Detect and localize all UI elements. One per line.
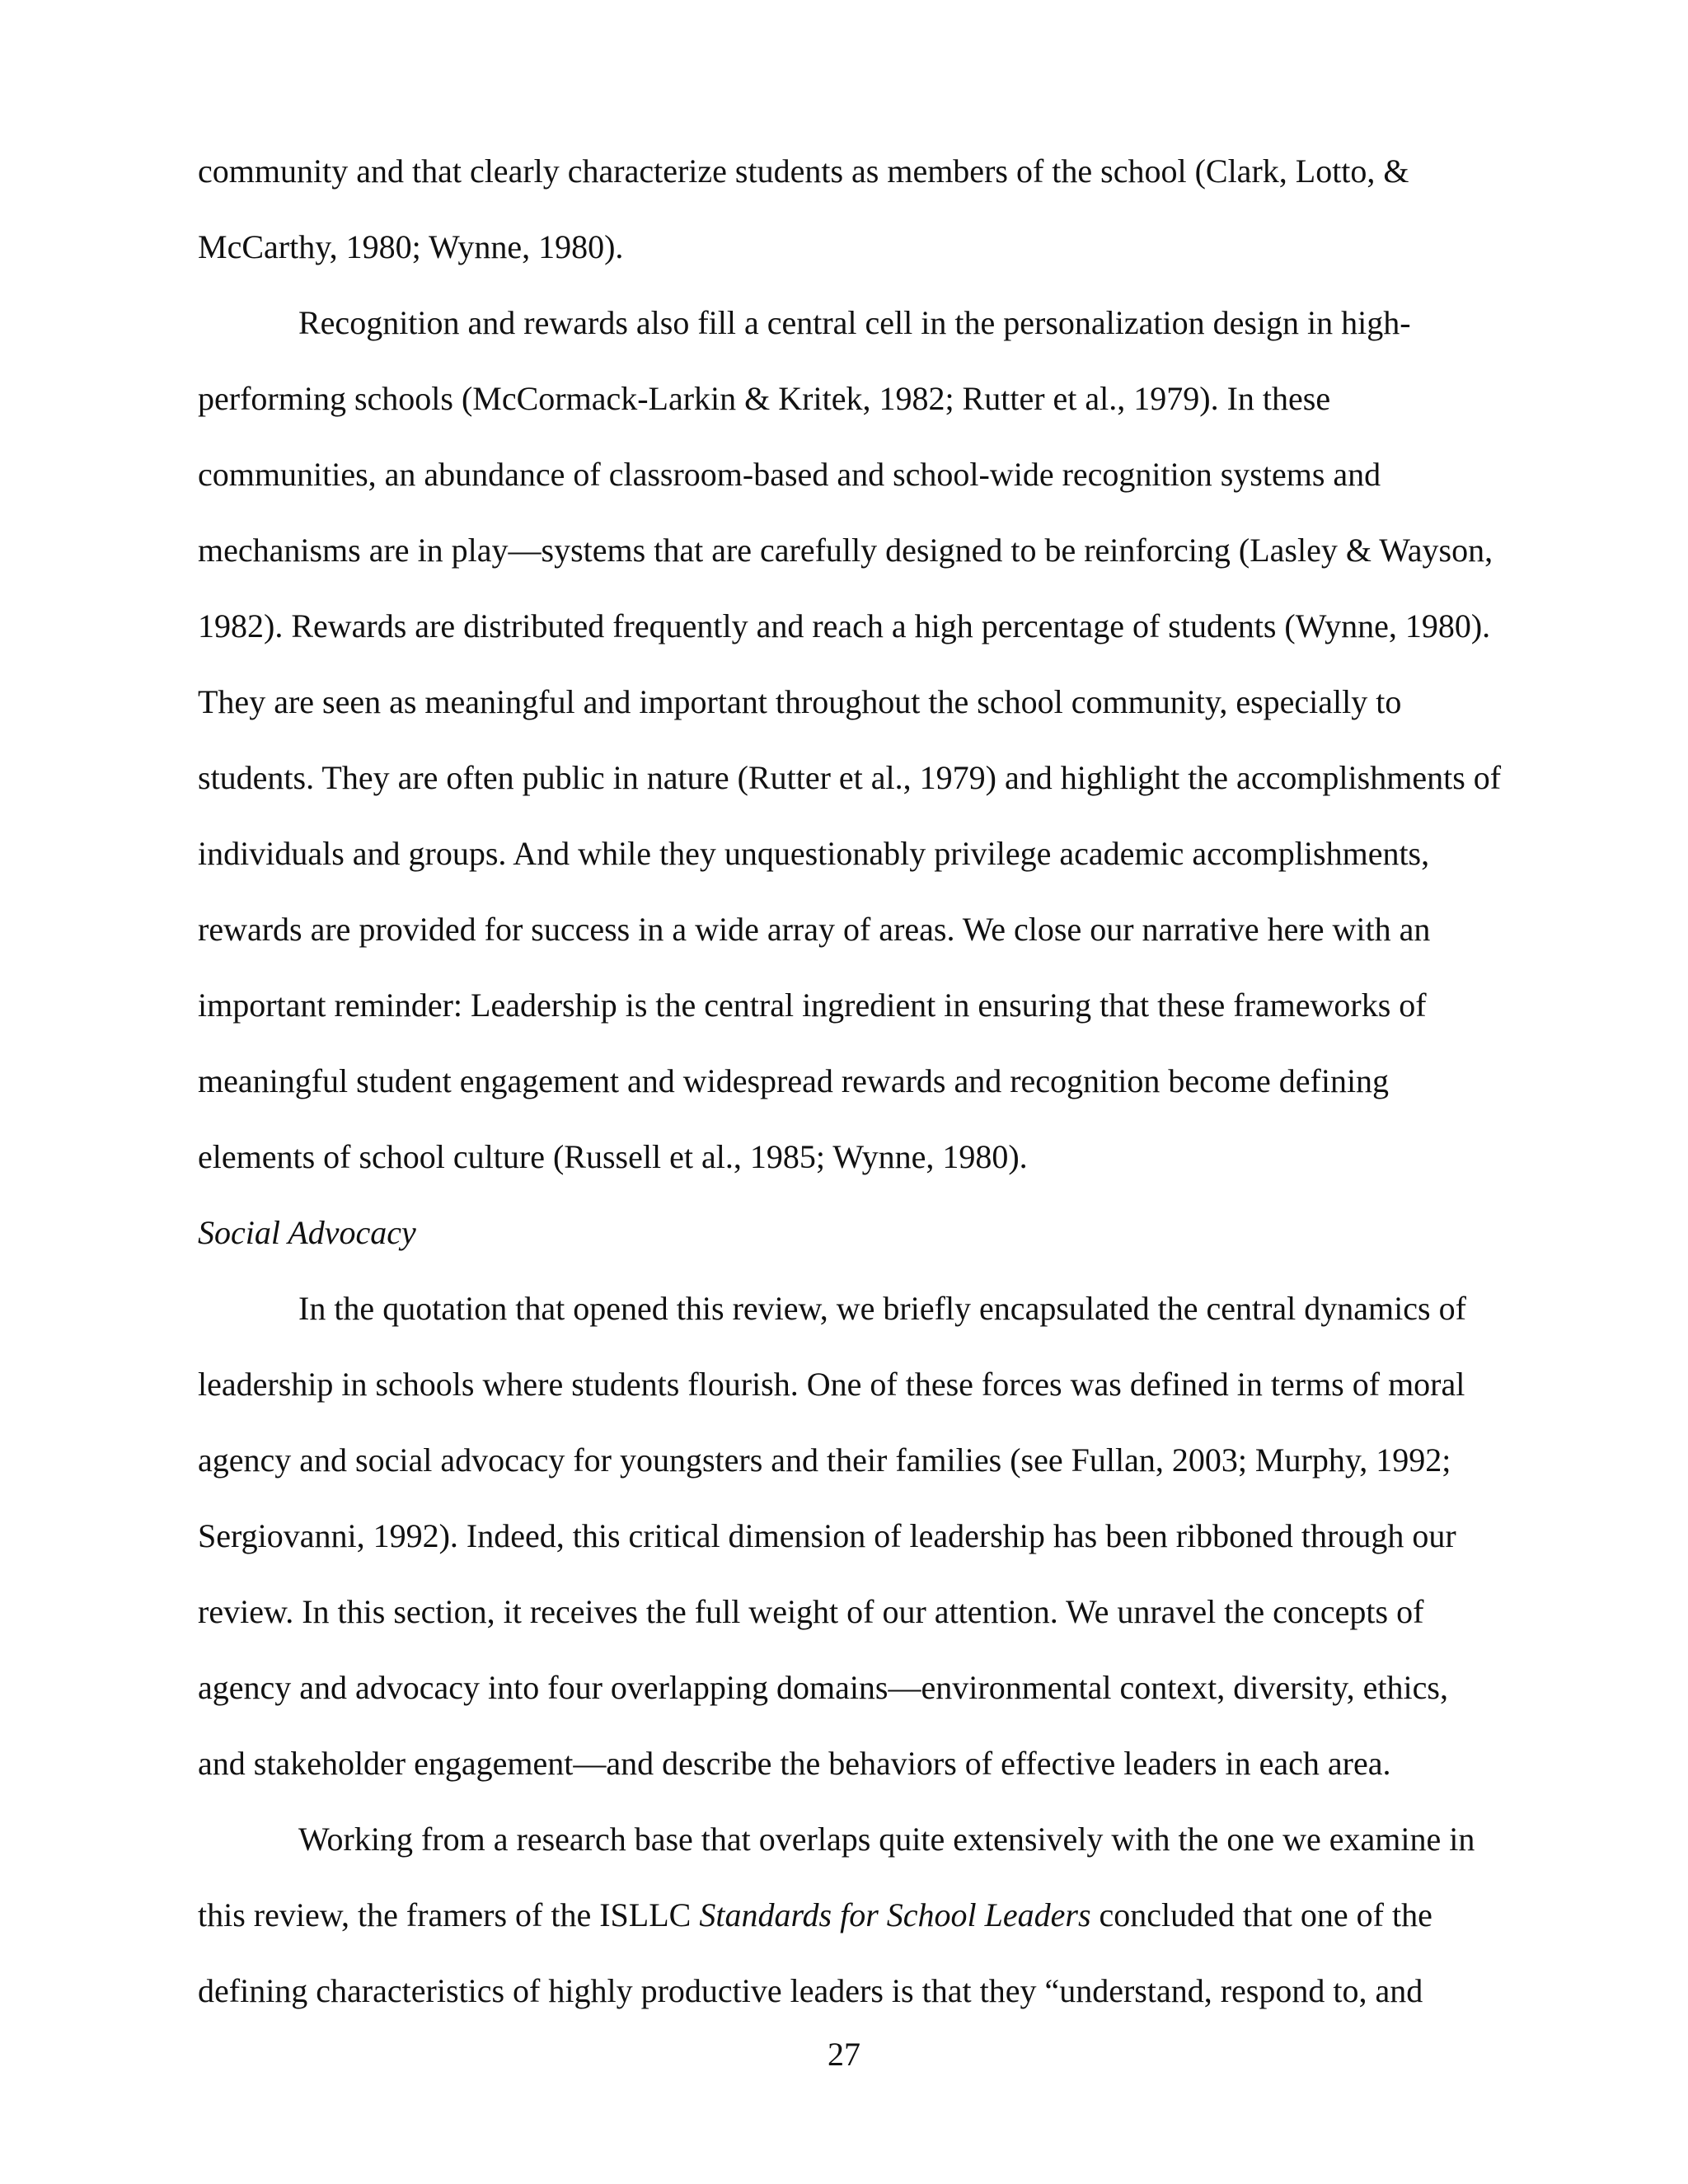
text-line: McCarthy, 1980; Wynne, 1980).: [198, 228, 624, 265]
text-segment: concluded that one of the: [1090, 1896, 1432, 1933]
text-line: rewards are provided for success in a wide array of areas. We close our narrative here with an: [198, 911, 1431, 948]
text-line: agency and advocacy into four overlapping domains—environmental context, diversity, ethics,: [198, 1669, 1448, 1706]
text-line: students. They are often public in nature (Rutter et al., 1979) and highlight the accomplishments of: [198, 759, 1502, 796]
text-segment: this review, the framers of the ISLLC: [198, 1896, 700, 1933]
text-line: They are seen as meaningful and important throughout the school community, especially to: [198, 683, 1402, 720]
text-line: Working from a research base that overlaps quite extensively with the one we examine in: [298, 1821, 1475, 1858]
text-line: review. In this section, it receives the full weight of our attention. We unravel the concepts of: [198, 1593, 1424, 1630]
text-line: Recognition and rewards also fill a central cell in the personalization design in high-: [298, 304, 1411, 341]
section-heading: Social Advocacy: [198, 1214, 416, 1251]
text-line: agency and social advocacy for youngsters and their families (see Fullan, 2003; Murphy, 1992;: [198, 1441, 1451, 1479]
text-line: individuals and groups. And while they unquestionably privilege academic accomplishments,: [198, 835, 1430, 872]
text-line: Sergiovanni, 1992). Indeed, this critical dimension of leadership has been ribboned through our: [198, 1517, 1456, 1554]
page-number: 27: [828, 2036, 860, 2073]
text-line: important reminder: Leadership is the central ingredient in ensuring that these frameworks of: [198, 987, 1427, 1024]
text-line: community and that clearly characterize students as members of the school (Clark, Lotto, &: [198, 152, 1409, 190]
text-line: 1982). Rewards are distributed frequently and reach a high percentage of students (Wynne, 1980).: [198, 607, 1491, 644]
text-line-with-italic: [198, 1896, 1496, 1971]
text-line: leadership in schools where students flourish. One of these forces was defined in terms of moral: [198, 1366, 1465, 1403]
text-line: communities, an abundance of classroom-based and school-wide recognition systems and: [198, 456, 1381, 493]
text-line: In the quotation that opened this review, we briefly encapsulated the central dynamics of: [298, 1290, 1466, 1327]
text-line: mechanisms are in play—systems that are carefully designed to be reinforcing (Lasley & Wayson,: [198, 532, 1493, 569]
text-line: and stakeholder engagement—and describe the behaviors of effective leaders in each area.: [198, 1745, 1391, 1782]
text-line: elements of school culture (Russell et al., 1985; Wynne, 1980).: [198, 1138, 1028, 1175]
body-text: [198, 152, 1502, 2047]
text-line: defining characteristics of highly productive leaders is that they “understand, respond to, and: [198, 1972, 1423, 2009]
italic-title: Standards for School Leaders: [699, 1896, 1091, 1933]
text-line: meaningful student engagement and widespread rewards and recognition become defining: [198, 1062, 1390, 1099]
text-line: performing schools (McCormack-Larkin & Kritek, 1982; Rutter et al., 1979). In these: [198, 380, 1331, 417]
